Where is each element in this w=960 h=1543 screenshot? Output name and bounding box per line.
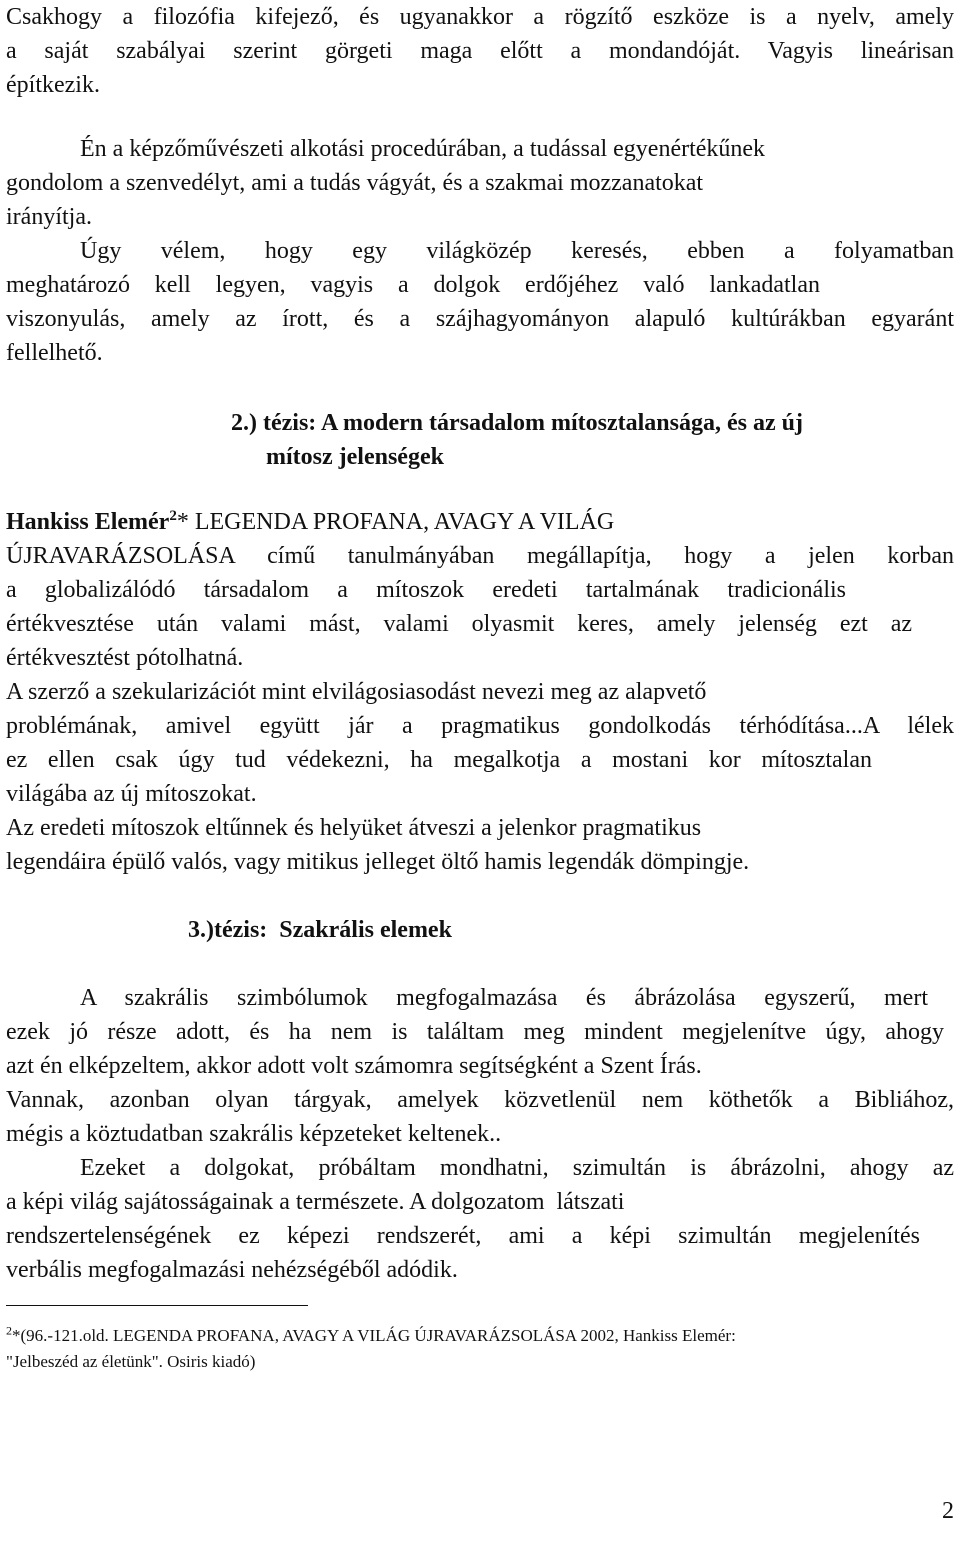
paragraph-3-line-1: Úgy vélem, hogy egy világközép keresés, ebben a folyamatban xyxy=(80,238,954,264)
paragraph-2-line-1: Én a képzőművészeti alkotási procedúrában, a tudással egyenértékűnek xyxy=(80,136,766,162)
section-heading-2-line-2: mítosz jelenségek xyxy=(266,444,444,470)
paragraph-3-line-3: viszonyulás, amely az írott, és a szájhagyományon alapuló kultúrákban egyaránt xyxy=(6,306,954,332)
eredeti-paragraph-line-1: Az eredeti mítoszok eltűnnek és helyüket átveszi a jelenkor pragmatikus xyxy=(6,815,702,841)
paragraph-1-line-3: építkezik. xyxy=(6,72,100,98)
ezeket-paragraph-line-3: rendszertelenségének ez képezi rendszerét, ami a képi szimultán megjelenítés xyxy=(6,1223,920,1249)
hankiss-paragraph-line-5: értékvesztést pótolhatná. xyxy=(6,645,244,671)
hankiss-paragraph-line-4: értékvesztése után valami mást, valami olyasmit keres, amely jelenség ezt az xyxy=(6,611,912,637)
szerzo-paragraph-line-3: ez ellen csak úgy tud védekezni, ha megalkotja a mostani kor mítosztalan xyxy=(6,747,872,773)
paragraph-3-line-4: fellelhető. xyxy=(6,340,103,366)
paragraph-2-line-3: irányítja. xyxy=(6,204,92,230)
ezeket-paragraph-line-2: a képi világ sajátosságainak a természete. A dolgozatom látszati xyxy=(6,1189,625,1215)
page-number: 2 xyxy=(942,1498,954,1524)
ezeket-paragraph-line-4: verbális megfogalmazási nehézségéből adódik. xyxy=(6,1257,458,1283)
paragraph-3-line-2: meghatározó kell legyen, vagyis a dolgok erdőjéhez való lankadatlan xyxy=(6,272,820,298)
paragraph-1-line-1: Csakhogy a filozófia kifejező, és ugyanakkor a rögzítő eszköze is a nyelv, amely xyxy=(6,4,954,30)
ezeket-paragraph-line-1: Ezeket a dolgokat, próbáltam mondhatni, szimultán is ábrázolni, ahogy az xyxy=(80,1155,954,1181)
hankiss-paragraph-line-3: a globalizálódó társadalom a mítoszok eredeti tartalmának tradicionális xyxy=(6,577,846,603)
footnote-line-2: "Jelbeszéd az életünk". Osiris kiadó) xyxy=(6,1352,256,1371)
szakralis-paragraph-line-1: A szakrális szimbólumok megfogalmazása és ábrázolása egyszerű, mert xyxy=(80,985,928,1011)
hankiss-paragraph-line-2: ÚJRAVARÁZSOLÁSA című tanulmányában megállapítja, hogy a jelen korban xyxy=(6,543,954,569)
author-name: Hankiss Elemér xyxy=(6,509,170,535)
eredeti-paragraph-line-2: legendáira épülő valós, vagy mitikus jelleget öltő hamis legendák dömpingje. xyxy=(6,849,750,875)
szakralis-paragraph-line-4: Vannak, azonban olyan tárgyak, amelyek közvetlenül nem köthetők a Bibliához, xyxy=(6,1087,954,1113)
footnote-line-1 xyxy=(6,1324,736,1348)
szakralis-paragraph-line-2: ezek jó része adott, és ha nem is találtam meg mindent megjelenítve úgy, ahogy xyxy=(6,1019,944,1045)
szerzo-paragraph-line-1: A szerző a szekularizációt mint elvilágosiasodást nevezi meg az alapvető xyxy=(6,679,707,705)
section-heading-2-line-1: 2.) tézis: A modern társadalom mítosztalansága, és az új xyxy=(231,410,803,436)
szakralis-paragraph-line-5: mégis a köztudatban szakrális képzeteket keltenek.. xyxy=(6,1121,502,1147)
paragraph-1-line-2: a saját szabályai szerint görgeti maga előtt a mondandóját. Vagyis lineárisan xyxy=(6,38,954,64)
footnote-mark: 2 xyxy=(6,1323,12,1338)
footnote-separator xyxy=(6,1305,308,1306)
footnote-reference: 2 xyxy=(169,508,177,524)
section-heading-3: 3.)tézis: Szakrális elemek xyxy=(188,917,452,943)
hankiss-paragraph-line-1 xyxy=(6,505,614,539)
szerzo-paragraph-line-2: problémának, amivel együtt jár a pragmatikus gondolkodás térhódítása...A lélek xyxy=(6,713,954,739)
szerzo-paragraph-line-4: világába az új mítoszokat. xyxy=(6,781,257,807)
footnote-text-1: *(96.-121.old. LEGENDA PROFANA, AVAGY A VILÁG ÚJRAVARÁZSOLÁSA 2002, Hankiss Elemér: xyxy=(12,1326,736,1345)
hankiss-title-start: * LEGENDA PROFANA, AVAGY A VILÁG xyxy=(176,509,615,535)
szakralis-paragraph-line-3: azt én elképzeltem, akkor adott volt számomra segítségként a Szent Írás. xyxy=(6,1053,702,1079)
paragraph-2-line-2: gondolom a szenvedélyt, ami a tudás vágyát, és a szakmai mozzanatokat xyxy=(6,170,704,196)
